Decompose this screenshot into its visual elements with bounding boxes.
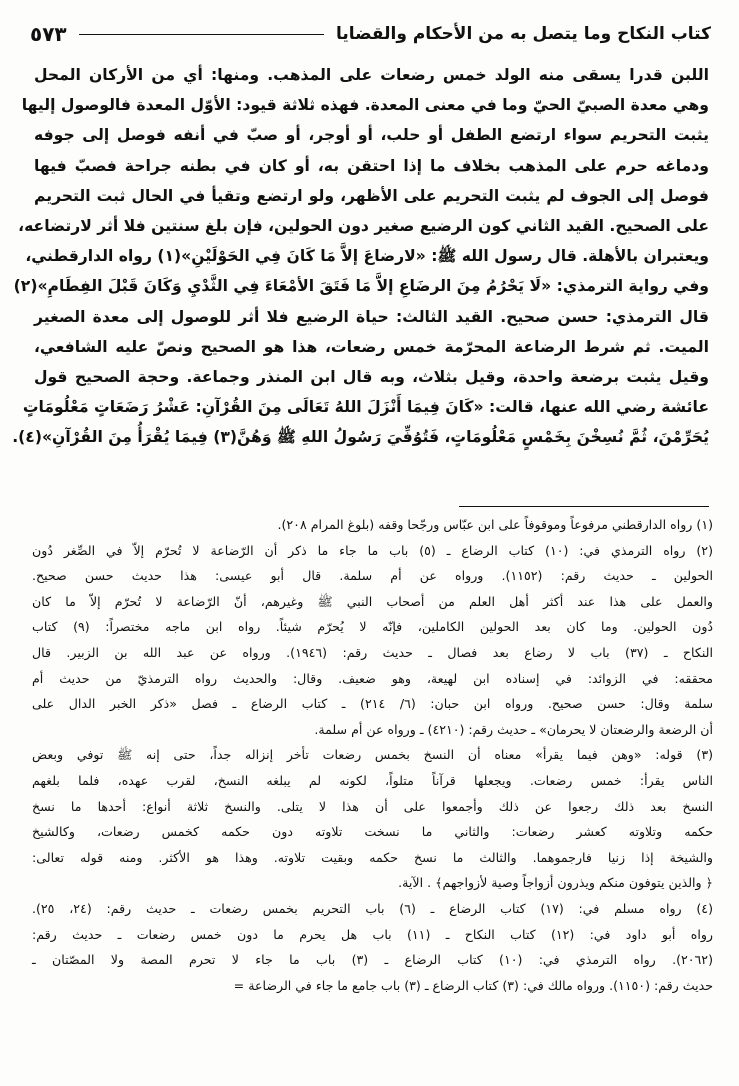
body-text-line: اللبن قدرا يسقى منه الولد خمس رضعات على المذهب. ومنها: أي من الأركان المحل [34,66,709,84]
footnote-line: محققه: في الزوائد: في إسناده ابن لهيعة، وهو ضعيف. وقال: والحديث رواه الترمذيّ من حديث أم [32,670,713,686]
body-text-line: وهي معدة الصبيّ الحيّ وما في معنى المعدة. فهذه ثلاثة قيود: الأوّل المعدة فالوصول إليها [21,96,709,115]
footnote-line: حكمه وتلاوته كعشر رضعات: والثاني ما نسخت تلاوته دون حكمه كخمس رضعات، وكالشيخ [32,824,713,840]
body-text-line: وقيل يثبت برضعة واحدة، وقيل بثلاث، وبه قال ابن المنذر وجماعة. وحجة الصحيح قول [34,368,709,387]
footnote-line: (١) رواه الدارقطني مرفوعاً وموقوفاً على ابن عبّاس ورجّحا وقفه (بلوغ المرام ٢٠٨). [277,517,713,532]
body-text-line: وفي رواية الترمذي: «لَا يَحْرُمُ مِنَ الرضَاعِ إلاَّ مَا فَتَقَ الأمْعَاءَ فِي الثَّدْيِ وَكَانَ قَبْلَ الفِطَامِ»(٢) [13,277,709,296]
running-title: كتاب النكاح وما يتصل به من الأحكام والقضايا [335,24,711,44]
footnote-line: دُون الحولين. وما كان بعد الحولين الكاملين، فإنّه لا يُحرّم شيئاً. رواه ابن ماجه مختصراً: (٩) كتاب [32,619,714,635]
footnote-line: (٢) رواه الترمذي في: (١٠) كتاب الرضاع ـ (٥) باب ما جاء ما ذكر أن الرّضاعة لا تُحرّم إلاّ في الصِّغر دُون [32,542,713,558]
footnote-line: (٢٠٦٢). رواه الترمذي في: (١٠) كتاب الرضاع ـ (٣) باب ما جاء لا تحرم المصة ولا المصّتان ـ [32,952,713,968]
body-text-line: الميت. ثم شرط الرضاعة المحرّمة خمس رضعات، هذا هو الصحيح ونصّ عليه الشافعي، [34,337,709,356]
footnotes [32,512,713,1072]
body-text-line: يثبت التحريم سواء ارتضع الطفل أو حلب، أو أوجر، أو صبّ في أنفه فوصل إلى جوفه [34,126,709,145]
page-header [30,20,711,48]
footnote-line: رواه أبو داود في: (١٢) كتاب النكاح ـ (١١) باب هل يحرم ما دون خمس رضعات ـ حديث رقم: [32,926,713,942]
body-text-line: يُحَرِّمْنَ، ثُمَّ نُسِخْنَ بِخَمْسٍ مَعْلُومَاتٍ، فَتُوُفِّيَ رَسُولُ اللهِ ﷺ وَهُنَّ(٣) فِيمَا يُقْرَأُ مِنَ القُرْآنِ»(٤). [12,428,709,447]
footnote-line: (٣) قوله: «وهن فيما يقرأ» معناه أن النسخ بخمس رضعات تأخر إنزاله جداً، حتى إنه ﷺ توفي وبعض [32,747,713,763]
footnote-line: الناس يقرأ: خمس رضعات. ويجعلها قرآناً متلواً، لكونه لم يبلغه النسخ، لقرب عهده، فلما بلغهم [32,772,713,788]
footnote-line: والشيخة إذا زنيا فارجموهما. والثالث ما نسخ حكمه وبقيت تلاوته. وهذا هو الأكثر. ومنه قوله تعالى: [32,849,713,865]
footnote-line: ﴿ والذين يتوفون منكم ويذرون أزواجاً وصية لأزواجهم﴾ . الآية. [398,875,713,891]
footnote-line: سلمة وقال: حسن صحيح. ورواه ابن حبان: (٦/ ٢١٤) ـ كتاب الرضاع ـ فصل «ذكر الخبر الدال على [32,696,714,712]
body-text-line: ودماغه حرم على المذهب بخلاف ما إذا احتقن به، أو كان في بطنه جراحة فصبّ فيها [34,156,709,175]
footnote-line: أن الرضعة والرضعتان لا يحرمان» ـ حديث رقم: (٤٢١٠) ـ ورواه عن أم سلمة. [314,721,713,737]
page-number: ٥٧٣ [30,22,67,46]
footnote-line: النسخ بعد ذلك رجعوا عن ذلك وأجمعوا على أن هذا لا يتلى. والنسخ ثلاثة أنواع: أحدها ما نسخ [32,798,713,814]
header-rule [79,34,324,35]
footnote-separator [459,506,709,507]
body-text-line: ويعتبران بالأهلة. قال رسول الله ﷺ: «لارضاعَ إلاَّ مَا كَانَ فِي الحَوْلَيْنِ»(١) رواه الدارقطني، [25,247,709,266]
body-text-line: فوصل إلى الجوف لم يثبت التحريم على الأظهر، ولو ارتضع وتقيأ في الحال ثبت التحريم [34,186,709,205]
footnote-line: حديث رقم: (١١٥٠). ورواه مالك في: (٣) كتاب الرضاع ـ (٣) باب جامع ما جاء في الرضاعة = [233,977,713,993]
body-text-line: عائشة رضي الله عنها، قالت: «كَانَ فِيمَا أَنْزَلَ اللهُ تَعَالَى مِنَ القُرْآنِ: عَشْرُ رَضَعَاتٍ مَعْلُومَاتٍ [22,398,709,417]
main-text [12,60,709,500]
body-text-line: قال الترمذي: حسن صحيح. القيد الثالث: حياة الرضيع فلا أثر للوصول إلى معدة الصغير [34,307,709,326]
footnote-line: النكاح ـ (٣٧) باب لا رضاع بعد فصال ـ حديث رقم: (١٩٤٦). ورواه عن عبد الله بن الزبير. قال [32,644,713,660]
body-text-line: على الصحيح. القيد الثاني كون الرضيع صغير دون الحولين، فإن بلغ سنتين فلا أثر لارتضاعه، [18,217,709,236]
footnote-line: والعمل على هذا عند أكثر أهل العلم من أصحاب النبي ﷺ وغيرهم، أنّ الرّضاعة لا تُحرّم إلاّ ما كان [32,593,713,609]
footnote-line: (٤) رواه مسلم في: (١٧) كتاب الرضاع ـ (٦) باب التحريم بخمس رضعات ـ حديث رقم: (٢٤، ٢٥). [32,900,713,916]
footnote-line: الحولين ـ حديث رقم: (١١٥٢). ورواه عن أم سلمة. قال أبو عيسى: هذا حديث حسن صحيح. [32,568,713,584]
